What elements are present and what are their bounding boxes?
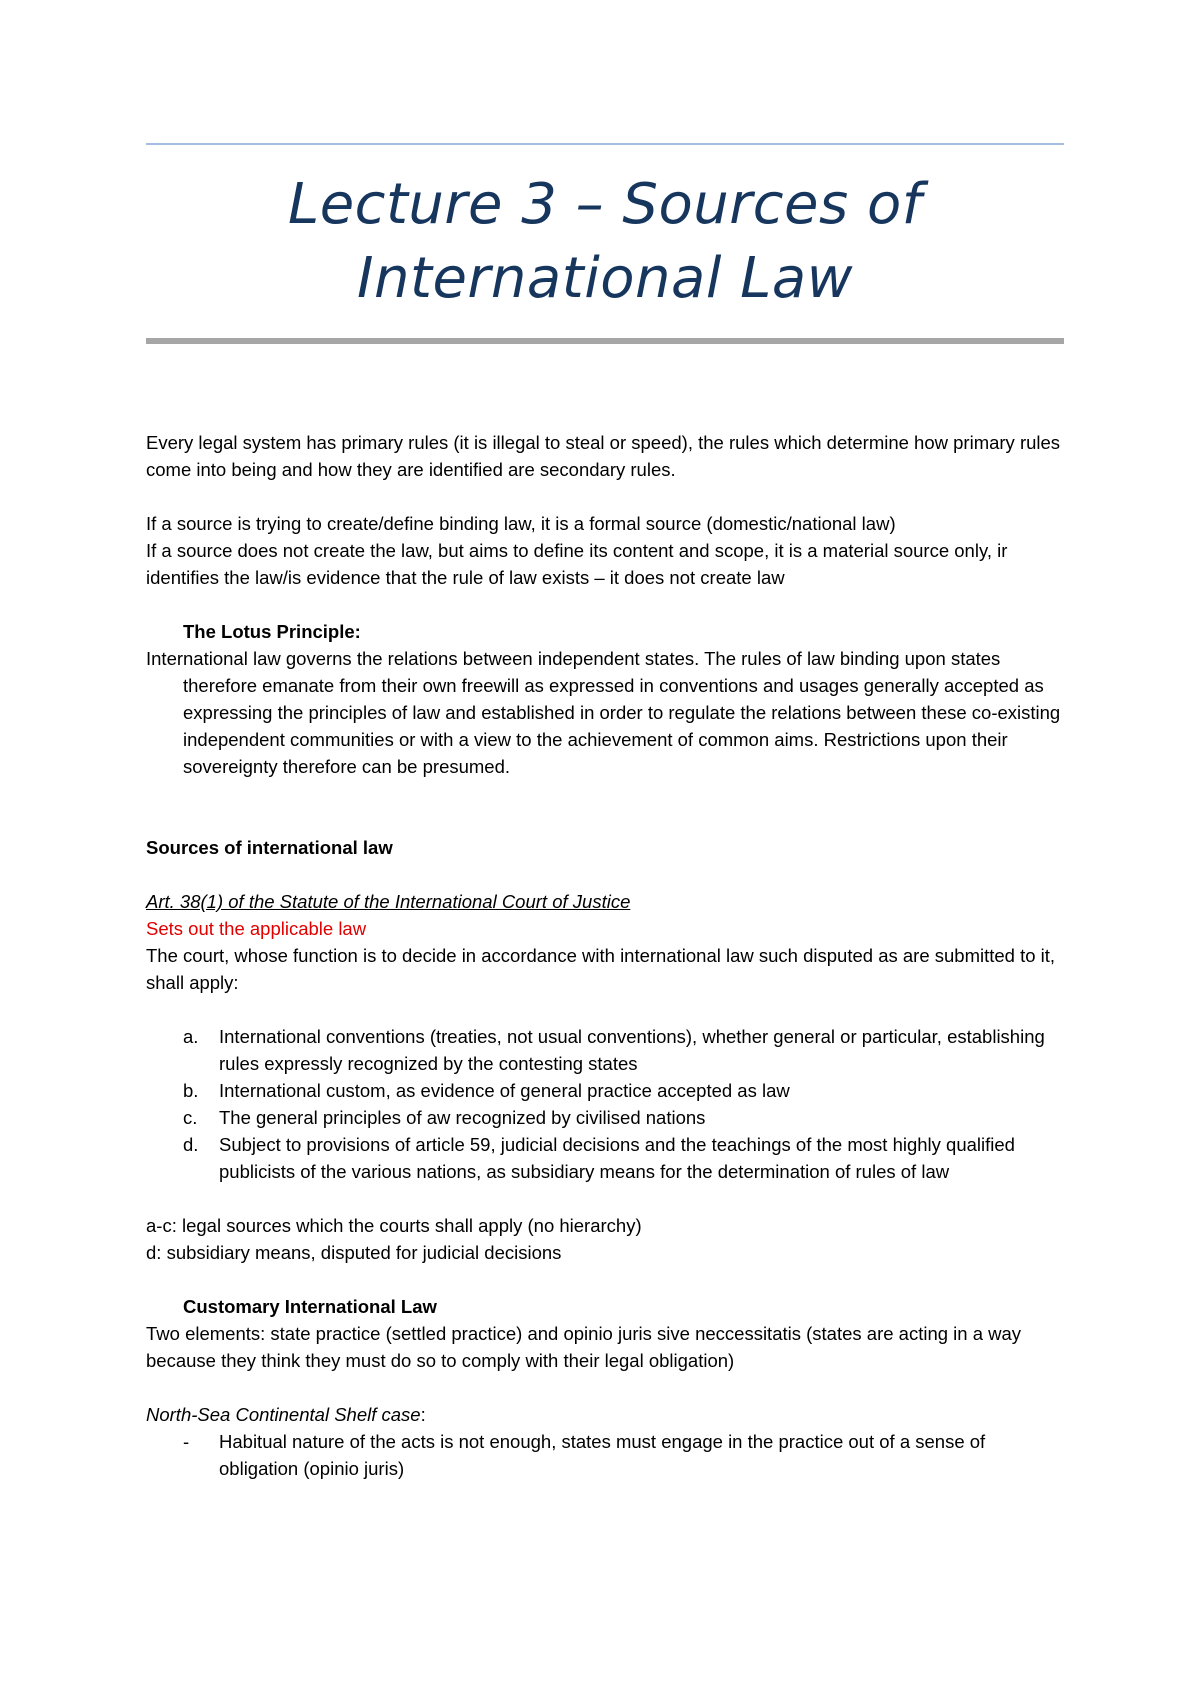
list-item-text: International conventions (treaties, not usual conventions), whether general or particular, establishing rules expressly recognized by the contesting states [219,1026,1045,1074]
document-body [146,429,1066,1482]
customary-paragraph: Two elements: state practice (settled practice) and opinio juris sive neccessitatis (states are acting in a way because they think they must do so to comply with their legal obligation) [146,1323,1022,1371]
list-marker: d. [183,1134,199,1155]
title-line-2: International Law [356,246,853,311]
list-item [146,1023,1066,1077]
material-source-paragraph: If a source does not create the law, but aims to define its content and scope, it is a material source only, ir identifies the law/is evidence that the rule of law exists – it does not create law [146,540,1008,588]
lotus-paragraph: International law governs the relations between independent states. The rules of law binding upon states therefore emanate from their own freewill as expressed in conventions and usages generally accepted as expressing the principles of law and established in order to regulate the relations between these co-existing independent communities or with a view to the achievement of common aims. Restrictions upon their sovereignty therefore can be presumed. [146,648,1061,777]
case-colon: : [420,1404,426,1425]
sources-list [146,1023,1066,1185]
formal-source-paragraph: If a source is trying to create/define binding law, it is a formal source (domestic/national law) [146,513,896,534]
north-sea-bullets [146,1428,1066,1482]
customary-heading: Customary International Law [183,1296,437,1317]
case-name: North-Sea Continental Shelf case [146,1404,421,1425]
article-reference: Art. 38(1) of the Statute of the International Court of Justice [146,891,631,912]
lotus-heading: The Lotus Principle: [183,621,361,642]
applicable-law-note: Sets out the applicable law [146,918,367,939]
list-marker: c. [183,1107,198,1128]
title-bottom-rule [146,338,1064,344]
list-item-text: The general principles of aw recognized by civilised nations [219,1107,706,1128]
summary-d: d: subsidiary means, disputed for judicial decisions [146,1242,562,1263]
intro-paragraph: Every legal system has primary rules (it is illegal to steal or speed), the rules which determine how primary rules come into being and how they are identified are secondary rules. [146,432,1061,480]
list-item-text: Subject to provisions of article 59, judicial decisions and the teachings of the most highly qualified publicists of the various nations, as subsidiary means for the determination of rules of law [219,1134,1015,1182]
list-marker: b. [183,1080,199,1101]
list-item [146,1131,1066,1185]
court-lead-paragraph: The court, whose function is to decide in accordance with international law such disputed as are submitted to it, shall apply: [146,945,1056,993]
list-item [146,1104,1066,1131]
north-sea-case-heading [146,1401,1066,1428]
sources-heading: Sources of international law [146,837,393,858]
title-top-rule [146,143,1064,145]
list-item-text: Habitual nature of the acts is not enough, states must engage in the practice out of a sense of obligation (opinio juris) [219,1431,986,1479]
list-marker: a. [183,1026,199,1047]
list-item [146,1428,1066,1482]
dash-bullet: - [183,1431,190,1452]
page-title [146,168,1064,316]
list-item [146,1077,1066,1104]
title-line-1: Lecture 3 – Sources of [288,172,922,237]
list-item-text: International custom, as evidence of general practice accepted as law [219,1080,790,1101]
summary-a-c: a-c: legal sources which the courts shall apply (no hierarchy) [146,1215,642,1236]
